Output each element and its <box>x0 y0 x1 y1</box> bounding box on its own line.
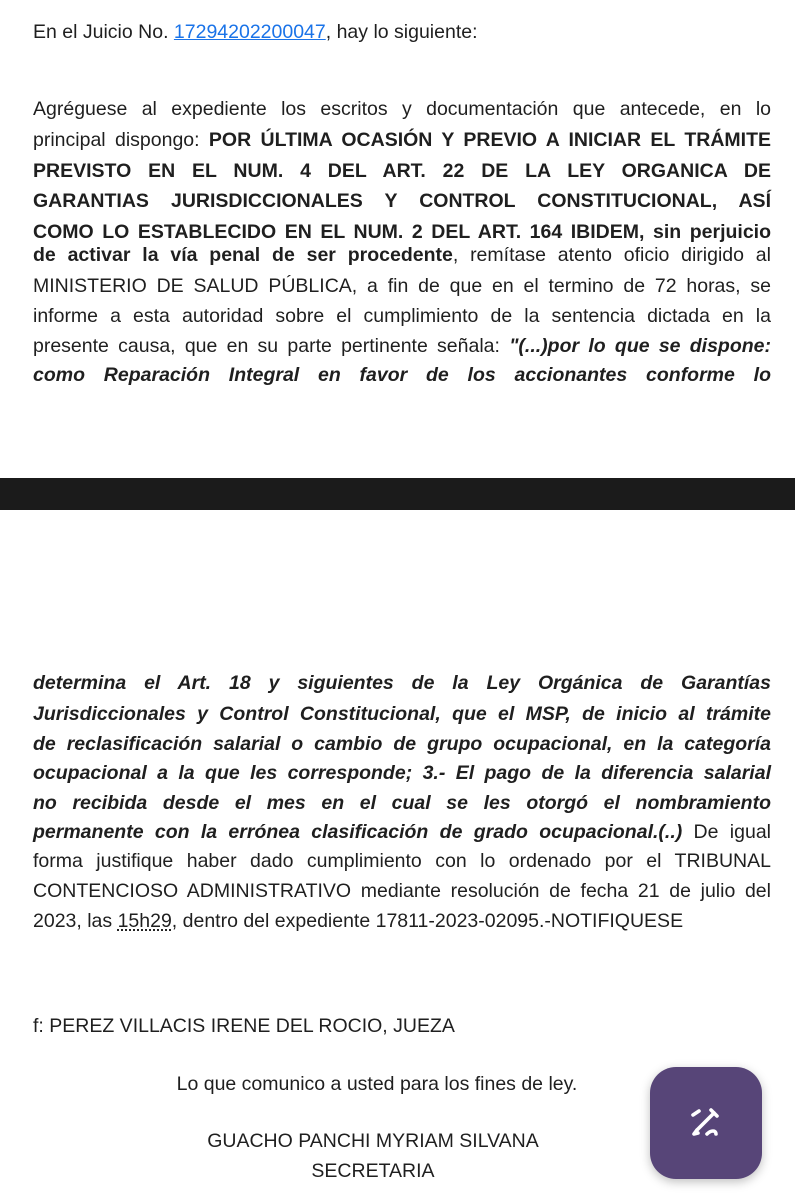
text-line: principal dispongo: POR ÚLTIMA OCASIÓN Y PREVIO A INICIAR EL TRÁMITE <box>33 129 771 151</box>
secretary-name: GUACHO PANCHI MYRIAM SILVANA <box>207 1130 539 1152</box>
time-value[interactable]: 15h29 <box>117 910 172 932</box>
text-line: como Reparación Integral en favor de los accionantes conforme lo <box>33 364 771 386</box>
text-line: forma justifique haber dado cumplimiento con lo ordenado por el TRIBUNAL <box>33 850 771 872</box>
text-line: permanente con la errónea clasificación de grado ocupacional.(..) De igual <box>33 821 771 843</box>
text-line: informe a esta autoridad sobre el cumplimiento de la sentencia dictada en la <box>33 305 771 327</box>
text-line: Agréguese al expediente los escritos y documentación que antecede, en lo <box>33 98 771 120</box>
text-line: PREVISTO EN EL NUM. 4 DEL ART. 22 DE LA LEY ORGANICA DE <box>33 160 771 182</box>
text-line: CONTENCIOSO ADMINISTRATIVO mediante resolución de fecha 21 de julio del <box>33 880 771 902</box>
secretary-title: SECRETARIA <box>311 1160 435 1182</box>
text-line: Jurisdiccionales y Control Constitucional, que el MSP, de inicio al trámite <box>33 703 771 725</box>
communication-line: Lo que comunico a usted para los fines de ley. <box>176 1073 578 1095</box>
edit-fab-button[interactable] <box>650 1067 762 1179</box>
text-line: de reclasificación salarial o cambio de grupo ocupacional, en la categoría <box>33 733 771 755</box>
text-line: ocupacional a la que les corresponde; 3.- El pago de la diferencia salarial <box>33 762 771 784</box>
text-line: de activar la vía penal de ser procedente, remítase atento oficio dirigido al <box>33 244 771 266</box>
page-break-band <box>0 478 795 510</box>
text-line: no recibida desde el mes en el cual se les otorgó el nombramiento <box>33 792 771 814</box>
case-number-link[interactable]: 17294202200047 <box>173 21 326 43</box>
text-line: COMO LO ESTABLECIDO EN EL NUM. 2 DEL ART. 164 IBIDEM, sin perjuicio <box>33 221 771 243</box>
text-line: MINISTERIO DE SALUD PÚBLICA, a fin de que en el termino de 72 horas, se <box>33 275 771 297</box>
judge-signature: f: PEREZ VILLACIS IRENE DEL ROCIO, JUEZA <box>33 1015 455 1037</box>
text-line: presente causa, que en su parte pertinente señala: "(...)por lo que se dispone: <box>33 335 771 357</box>
case-header: En el Juicio No. 17294202200047, hay lo siguiente: <box>33 21 478 43</box>
text-line: 2023, las 15h29, dentro del expediente 17811-2023-02095.-NOTIFIQUESE <box>33 910 684 932</box>
edit-pencil-icon <box>683 1100 729 1146</box>
text-line: determina el Art. 18 y siguientes de la Ley Orgánica de Garantías <box>33 672 771 694</box>
text-line: GARANTIAS JURISDICCIONALES Y CONTROL CONSTITUCIONAL, ASÍ <box>33 190 771 212</box>
